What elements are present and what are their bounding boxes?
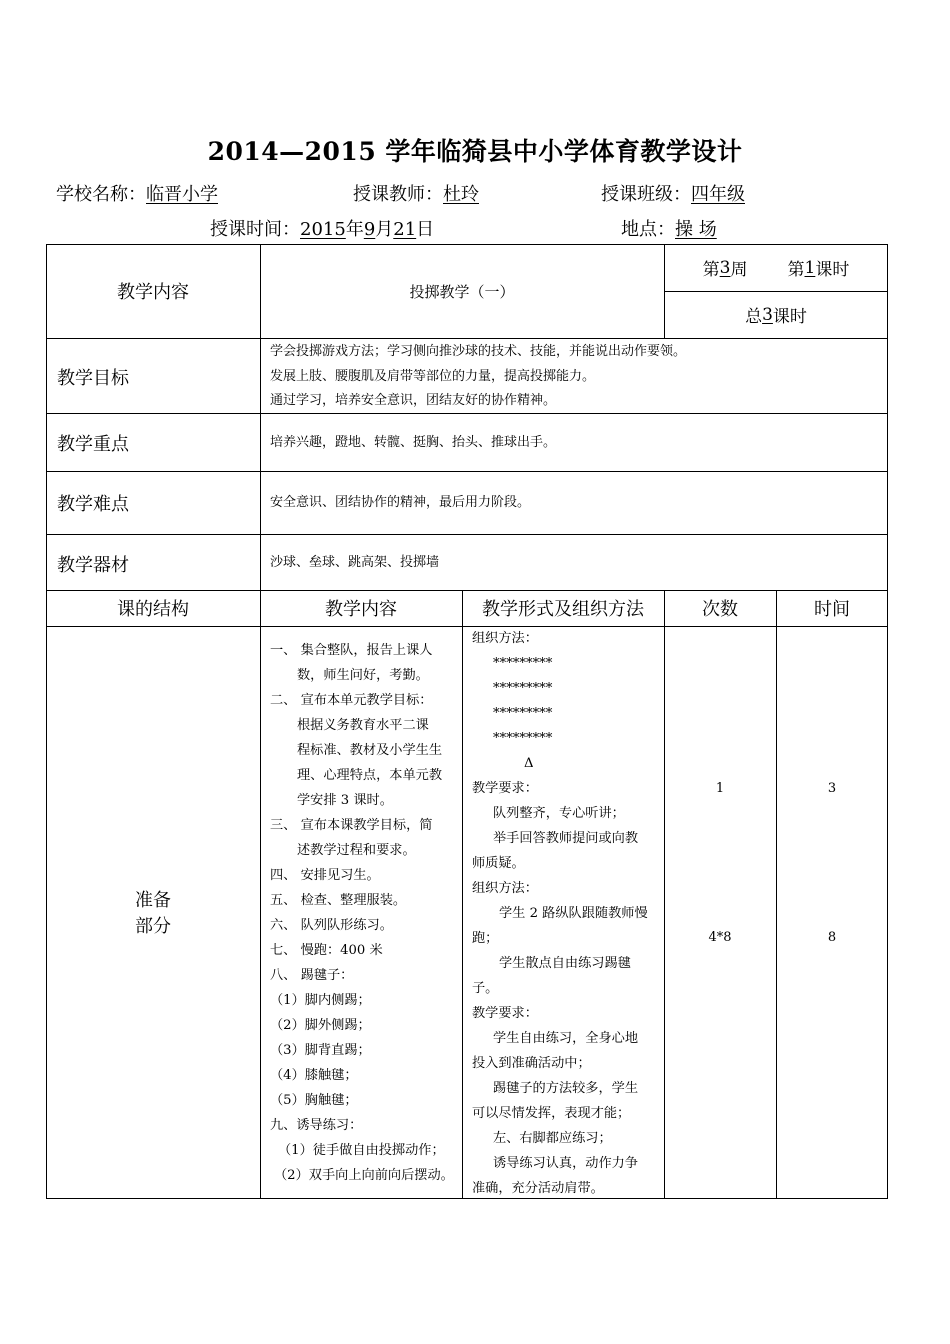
- list-item: （1）脚内侧踢；: [270, 993, 371, 1008]
- list-item: 学生散点自由练习踢毽: [499, 956, 631, 971]
- lesson-number: 1: [804, 257, 816, 278]
- divider: [46, 471, 888, 472]
- total-lessons: [664, 291, 888, 338]
- key-value: 培养兴趣，蹬地、转髋、挺胸、抬头、推球出手。: [270, 435, 557, 450]
- week-number: 3: [719, 257, 731, 278]
- list-item: 三、 宣布本课教学目标，简: [270, 818, 433, 833]
- time-info: [210, 215, 434, 241]
- list-item: 学安排 3 课时。: [297, 793, 393, 808]
- school-info: [56, 180, 218, 206]
- total-prefix: 总: [745, 307, 763, 327]
- count-value: 4*8: [708, 929, 732, 945]
- list-item: 可以尽情发挥，表现才能；: [472, 1106, 631, 1121]
- month: 9: [363, 219, 376, 240]
- divider: [46, 626, 888, 627]
- school-label: 学校名称：: [56, 184, 146, 205]
- column-header: 时间: [814, 599, 850, 620]
- content-label: 教学内容: [117, 282, 189, 303]
- list-item: 二、 宣布本单元教学目标：: [270, 693, 433, 708]
- list-item: 投入到准确活动中；: [472, 1056, 591, 1071]
- list-item: 学生 2 路纵队跟随教师慢: [499, 906, 648, 921]
- class-label: 授课班级：: [601, 184, 691, 205]
- key-label: 教学重点: [57, 434, 129, 455]
- list-item: （4）膝触毽；: [270, 1068, 358, 1083]
- place-name: 操 场: [675, 219, 717, 240]
- list-item: 组织方法：: [472, 631, 538, 646]
- list-item: *********: [493, 681, 553, 696]
- class-name: 四年级: [691, 184, 745, 205]
- teacher-name: 杜玲: [443, 184, 479, 205]
- page-title: 2014—2015 学年临猗县中小学体育教学设计: [207, 137, 743, 166]
- list-item: 教学要求：: [472, 1006, 538, 1021]
- list-item: （5）胸触毽；: [270, 1093, 358, 1108]
- list-item: （2）双手向上向前向后摆动。: [274, 1168, 454, 1183]
- list-item: 跑；: [472, 931, 499, 946]
- list-item: 数，师生问好，考勤。: [297, 668, 429, 683]
- list-item: 七、 慢跑：400 米: [270, 943, 383, 958]
- school-name: 临晋小学: [146, 184, 218, 205]
- list-item: Δ: [524, 756, 534, 771]
- lesson-prefix: 第: [787, 260, 805, 280]
- count-value: 1: [715, 780, 725, 796]
- structure-line: 准备: [135, 890, 171, 911]
- total-number: 3: [762, 304, 773, 325]
- list-item: （2）脚外侧踢；: [270, 1018, 371, 1033]
- time-value: 3: [827, 780, 837, 796]
- list-item: 四、 安排见习生。: [270, 868, 380, 883]
- month-unit: 月: [375, 219, 394, 240]
- column-header: 教学内容: [325, 599, 397, 620]
- day-unit: 日: [416, 219, 435, 240]
- prep-content-list: [270, 638, 454, 1188]
- column-header: 次数: [702, 599, 738, 620]
- lesson-suffix: 课时: [815, 260, 850, 280]
- equipment-label: 教学器材: [57, 555, 129, 576]
- structure-label: [135, 888, 171, 940]
- list-item: 组织方法：: [472, 881, 538, 896]
- list-item: 教学要求：: [472, 781, 538, 796]
- list-item: 举手回答教师提问或向教: [493, 831, 639, 846]
- week-suffix: 周: [730, 260, 748, 280]
- week-prefix: 第: [702, 260, 720, 280]
- list-item: 一、 集合整队，报告上课人: [270, 643, 433, 658]
- list-item: *********: [493, 731, 553, 746]
- goals-label: 教学目标: [57, 368, 129, 389]
- list-item: 五、 检查、整理服装。: [270, 893, 407, 908]
- divider: [776, 590, 777, 1199]
- list-item: 学生自由练习，全身心地: [493, 1031, 639, 1046]
- list-item: 根据义务教育水平二课: [297, 718, 429, 733]
- column-header: 课的结构: [117, 599, 189, 620]
- list-item: 子。: [472, 981, 499, 996]
- list-item: 师质疑。: [472, 856, 525, 871]
- class-info: [601, 180, 745, 206]
- list-item: 队列整齐，专心听讲；: [493, 806, 625, 821]
- goal-line: 学会投掷游戏方法；学习侧向推沙球的技术、技能，并能说出动作要领。: [270, 344, 687, 359]
- teacher-label: 授课教师：: [353, 184, 443, 205]
- list-item: 左、右脚都应练习；: [493, 1131, 612, 1146]
- goal-line: 通过学习，培养安全意识，团结友好的协作精神。: [270, 393, 557, 408]
- content-value: 投掷教学（一）: [409, 282, 515, 301]
- time-value: 8: [827, 929, 837, 945]
- divider: [462, 590, 463, 1199]
- divider: [46, 534, 888, 535]
- list-item: *********: [493, 656, 553, 671]
- list-item: 六、 队列队形练习。: [270, 918, 393, 933]
- teacher-info: [353, 180, 479, 206]
- list-item: （3）脚背直踢；: [270, 1043, 371, 1058]
- prep-method-list: [472, 626, 648, 1201]
- place-info: [621, 215, 717, 241]
- list-item: 九、诱导练习：: [270, 1118, 363, 1133]
- year: 2015: [300, 219, 346, 240]
- list-item: 述教学过程和要求。: [297, 843, 416, 858]
- list-item: 踢毽子的方法较多，学生: [493, 1081, 639, 1096]
- structure-line: 部分: [135, 916, 171, 937]
- equipment-value: 沙球、垒球、跳高架、投掷墙: [270, 555, 440, 570]
- year-unit: 年: [345, 219, 364, 240]
- list-item: *********: [493, 706, 553, 721]
- difficulty-label: 教学难点: [57, 494, 129, 515]
- list-item: （1）徒手做自由投掷动作；: [278, 1143, 445, 1158]
- list-item: 八、 踢毽子：: [270, 968, 354, 983]
- goal-line: 发展上肢、腰腹肌及肩带等部位的力量，提高投掷能力。: [270, 369, 596, 384]
- list-item: 理、心理特点，本单元教: [297, 768, 443, 783]
- week-lesson: [664, 244, 888, 291]
- list-item: 诱导练习认真，动作力争: [493, 1156, 639, 1171]
- place-label: 地点：: [621, 219, 675, 240]
- list-item: 准确，充分活动肩带。: [472, 1181, 604, 1196]
- column-header: 教学形式及组织方法: [482, 599, 644, 620]
- divider: [46, 413, 888, 414]
- divider: [664, 590, 665, 1199]
- divider: [260, 244, 261, 1199]
- day: 21: [393, 219, 417, 240]
- list-item: 程标准、教材及小学生生: [297, 743, 443, 758]
- total-suffix: 课时: [772, 307, 807, 327]
- time-label: 授课时间：: [210, 219, 300, 240]
- difficulty-value: 安全意识、团结协作的精神，最后用力阶段。: [270, 495, 531, 510]
